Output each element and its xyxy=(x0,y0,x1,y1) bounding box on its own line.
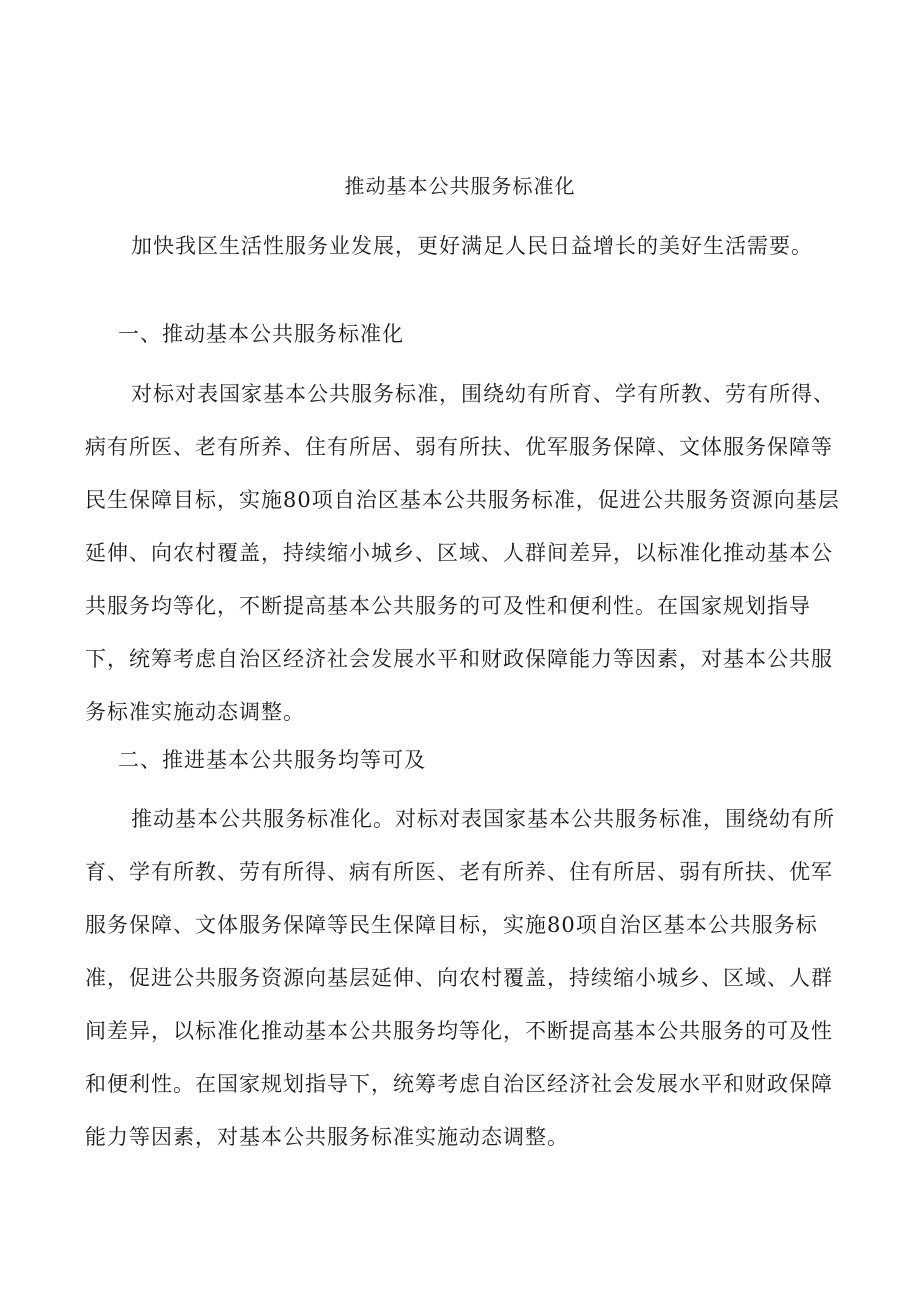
page-title: 推动基本公共服务标准化 xyxy=(344,174,576,198)
intro-paragraph: 加快我区生活性服务业发展，更好满足人民日益增长的美好生活需要。 xyxy=(131,234,813,258)
section-heading-2: 二、推进基本公共服务均等可及 xyxy=(118,748,426,772)
section-body-1: 对标对表国家基本公共服务标准，围绕幼有所育、学有所教、劳有所得、病有所医、老有所养、住有所居、弱有所扶、优军服务保障、文体服务保障等民生保障目标，实施80项自治区基本公共服务标准，促进公共服务资源向基层延伸、向农村覆盖，持续缩小城乡、区域、人群间差异，以标准化推动基本公共服务均等化，不断提高基本公共服务的可及性和便利性。在国家规划指导下，统筹考虑自治区经济社会发展水平和财政保障能力等因素，对基本公共服务标准实施动态调整。 xyxy=(85,382,840,724)
section-body-2: 推动基本公共服务标准化。对标对表国家基本公共服务标准，围绕幼有所育、学有所教、劳有所得、病有所医、老有所养、住有所居、弱有所扶、优军服务保障、文体服务保障等民生保障目标，实施80项自治区基本公共服务标准，促进公共服务资源向基层延伸、向农村覆盖，持续缩小城乡、区域、人群间差异，以标准化推动基本公共服务均等化，不断提高基本公共服务的可及性和便利性。在国家规划指导下，统筹考虑自治区经济社会发展水平和财政保障能力等因素，对基本公共服务标准实施动态调整。 xyxy=(85,807,835,1149)
section-heading-1: 一、推动基本公共服务标准化 xyxy=(118,322,404,346)
